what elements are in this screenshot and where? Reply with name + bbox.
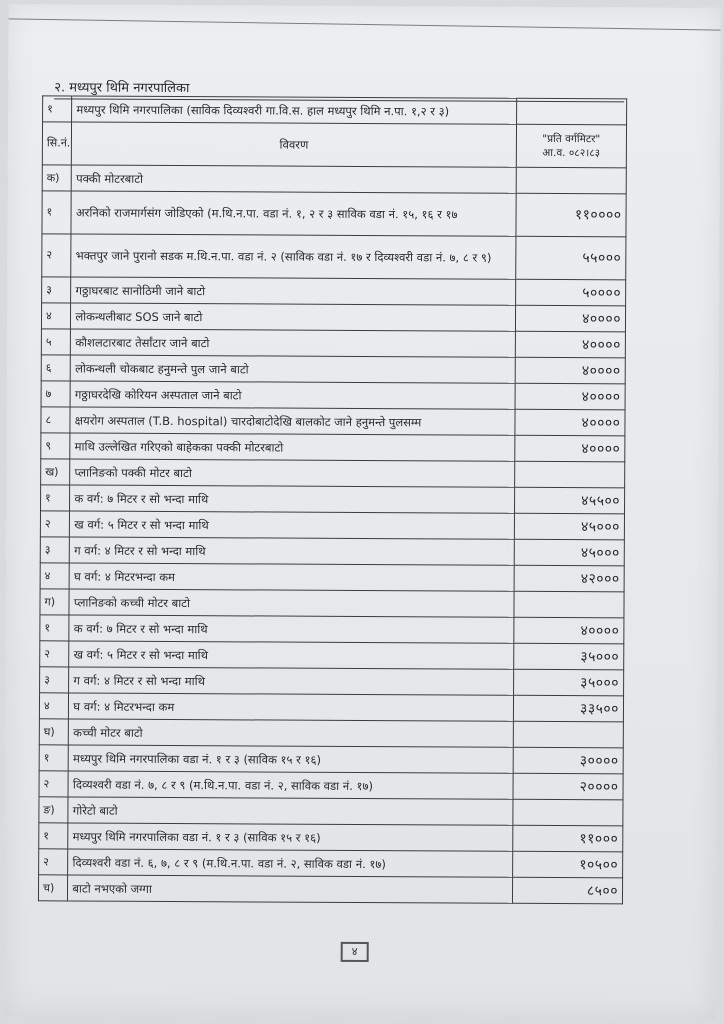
row-desc: ख वर्ग: ५ मिटर र सो भन्दा माथि xyxy=(69,641,513,669)
row-sn: ३ xyxy=(40,537,69,563)
row-desc: मध्यपुर थिमि नगरपालिका वडा नं. १ र ३ (साविक १५ र १६) xyxy=(68,745,512,773)
table-row xyxy=(39,693,623,722)
row-desc: गठ्ठाघरबाट सानोठिमी जाने बाटो xyxy=(71,277,515,305)
table-row xyxy=(41,303,625,332)
row-sn: १ xyxy=(41,485,70,511)
row-desc: ख वर्ग: ५ मिटर र सो भन्दा माथि xyxy=(70,511,514,539)
table-row xyxy=(42,277,626,306)
row-sn: २ xyxy=(40,511,69,537)
table-row xyxy=(40,641,624,670)
row-desc: गठ्ठाघरदेखि कोरियन अस्पताल जाने बाटो xyxy=(70,381,514,409)
row-desc: भक्तपुर जाने पुरानो सडक म.थि.न.पा. वडा नं. २ (साविक वडा नं. १७ र दिव्यश्वरी वडा नं. ७, ८ र ९) xyxy=(71,234,516,279)
table-row xyxy=(41,355,625,384)
row-sn: १ xyxy=(40,615,69,641)
row-rate: ५५००० xyxy=(515,236,626,280)
table-row xyxy=(39,797,623,826)
row-rate: ११०००० xyxy=(516,193,627,237)
row-sn: ४ xyxy=(41,303,70,329)
row-desc: ग वर्ग: ४ मिटर र सो भन्दा माथि xyxy=(70,537,514,565)
column-header-row xyxy=(42,122,626,168)
row-rate: ४५५०० xyxy=(514,487,624,514)
table-row xyxy=(40,537,624,566)
row-desc: दिव्यश्वरी वडा नं. ६, ७, ८ र ९ (म.थि.न.पा. वडा नं. २, साविक वडा नं. १७) xyxy=(68,849,512,877)
row-desc: कच्ची मोटर बाटो xyxy=(69,719,513,747)
table-row xyxy=(42,191,626,237)
table-row xyxy=(40,615,624,644)
row-desc: गोरेटो बाटो xyxy=(68,797,512,825)
row-desc: प्लानिङको कच्ची मोटर बाटो xyxy=(69,589,513,617)
row-desc: क वर्ग: ७ मिटर र सो भन्दा माथि xyxy=(70,485,514,513)
top-rule xyxy=(9,18,721,30)
header-sn: सि.नं. xyxy=(42,122,72,165)
header-desc: विवरण xyxy=(72,122,517,167)
row-desc: अरनिको राजमार्गसंग जोडिएको (म.थि.न.पा. वडा नं. १, २ र ३ साविक वडा नं. १५, १६ र १७ xyxy=(71,191,516,236)
row-rate: ४०००० xyxy=(515,357,625,384)
row-desc: क्षयरोग अस्पताल (T.B. hospital) चारदोबाटोदेखि बालकोट जाने हनुमन्ते पुलसम्म xyxy=(70,407,514,435)
header-rate-line2: आ.व. ०८२।८३ xyxy=(542,146,601,160)
row-sn: १ xyxy=(39,745,68,771)
row-sn: ९ xyxy=(41,433,70,459)
row-sn: ३ xyxy=(40,667,69,693)
table-row xyxy=(41,433,625,462)
table-row xyxy=(40,563,624,592)
row-rate: १०५०० xyxy=(512,851,622,878)
table-intro-row xyxy=(43,96,627,125)
row-sn: १ xyxy=(39,823,68,849)
row-rate xyxy=(516,167,626,194)
intro-rate xyxy=(516,98,626,125)
intro-desc: मध्यपुर थिमि नगरपालिका (साविक दिव्यश्वरी गा.वि.स. हाल मध्यपुर थिमि न.पा. १,२ र ३) xyxy=(72,96,516,124)
table-row xyxy=(41,329,625,358)
row-sn: ख) xyxy=(41,459,70,485)
row-rate: ५०००० xyxy=(515,279,625,306)
section-title: २. मध्यपुर थिमि नगरपालिका xyxy=(54,77,624,102)
table-row xyxy=(41,485,625,514)
table-row xyxy=(41,381,625,410)
row-desc: पक्की मोटरबाटो xyxy=(72,165,516,193)
row-sn: २ xyxy=(39,771,68,797)
row-sn: ८ xyxy=(41,407,70,433)
row-rate: ४०००० xyxy=(513,617,623,644)
row-sn: घ) xyxy=(39,719,68,745)
row-rate: ३३५०० xyxy=(513,695,623,722)
row-rate: ८५०० xyxy=(512,877,622,904)
land-rate-table xyxy=(38,95,627,904)
row-rate: ३५००० xyxy=(513,643,623,670)
table-row xyxy=(39,849,623,878)
row-desc: मध्यपुर थिमि नगरपालिका वडा नं. १ र ३ (साविक १५ र १६) xyxy=(68,823,512,851)
table-row xyxy=(42,165,626,194)
page-number: ४ xyxy=(341,942,369,962)
table-row xyxy=(40,511,624,540)
row-rate: ४०००० xyxy=(514,435,624,462)
row-sn: २ xyxy=(40,641,69,667)
row-desc: लोकन्थलीबाट SOS जाने बाटो xyxy=(71,303,515,331)
intro-sn: १ xyxy=(43,96,72,122)
header-rate-line1: "प्रति वर्गमिटर" xyxy=(542,132,601,146)
row-rate xyxy=(514,461,624,488)
row-sn: क) xyxy=(42,165,71,191)
row-rate: ३५००० xyxy=(513,669,623,696)
row-rate xyxy=(513,799,623,826)
table-row xyxy=(39,745,623,774)
row-rate xyxy=(514,591,624,618)
row-desc: माथि उल्लेखित गरिएको बाहेकका पक्की मोटरबाटो xyxy=(70,433,514,461)
row-sn: ४ xyxy=(39,693,68,719)
row-desc: लोकन्थली चोकबाट हनुमन्ते पुल जाने बाटो xyxy=(71,355,515,383)
row-sn: ५ xyxy=(41,329,70,355)
table-row xyxy=(39,771,623,800)
row-rate: ३०००० xyxy=(513,747,623,774)
row-desc: क वर्ग: ७ मिटर र सो भन्दा माथि xyxy=(69,615,513,643)
row-desc: प्लानिङको पक्की मोटर बाटो xyxy=(70,459,514,487)
row-rate: २०००० xyxy=(513,773,623,800)
row-sn: ६ xyxy=(41,355,70,381)
row-sn: ४ xyxy=(40,563,69,589)
table-row xyxy=(42,234,626,280)
row-desc: घ वर्ग: ४ मिटरभन्दा कम xyxy=(69,693,513,721)
row-desc: घ वर्ग: ४ मिटरभन्दा कम xyxy=(69,563,513,591)
row-desc: ग वर्ग: ४ मिटर र सो भन्दा माथि xyxy=(69,667,513,695)
row-sn: च) xyxy=(38,875,67,901)
table-row xyxy=(40,667,624,696)
row-rate: ४०००० xyxy=(515,409,625,436)
table-row xyxy=(41,459,625,488)
row-rate: ४२००० xyxy=(514,565,624,592)
row-rate: ४०००० xyxy=(515,305,625,332)
row-rate: ४०००० xyxy=(515,383,625,410)
row-sn: ७ xyxy=(41,381,70,407)
row-sn: ग) xyxy=(40,589,69,615)
row-rate: ४५००० xyxy=(514,539,624,566)
table-row xyxy=(38,875,622,904)
row-sn: २ xyxy=(39,849,68,875)
row-sn: ३ xyxy=(42,277,71,303)
row-sn: १ xyxy=(42,191,72,234)
row-desc: दिव्यश्वरी वडा नं. ७, ८ र ९ (म.थि.न.पा. वडा नं. २, साविक वडा नं. १७) xyxy=(68,771,512,799)
row-sn: २ xyxy=(42,234,72,277)
row-rate: ४५००० xyxy=(514,513,624,540)
document-page xyxy=(3,4,720,1020)
row-sn: ङ) xyxy=(39,797,68,823)
row-desc: बाटो नभएको जग्गा xyxy=(68,875,512,903)
table-row xyxy=(40,589,624,618)
row-rate: ४०००० xyxy=(515,331,625,358)
row-rate: ११००० xyxy=(512,825,622,852)
row-desc: कौशलटारबाट तेर्सांटार जाने बाटो xyxy=(71,329,515,357)
row-rate xyxy=(513,721,623,748)
table-row xyxy=(39,719,623,748)
header-rate xyxy=(516,124,627,168)
table-row xyxy=(41,407,625,436)
table-row xyxy=(39,823,623,852)
